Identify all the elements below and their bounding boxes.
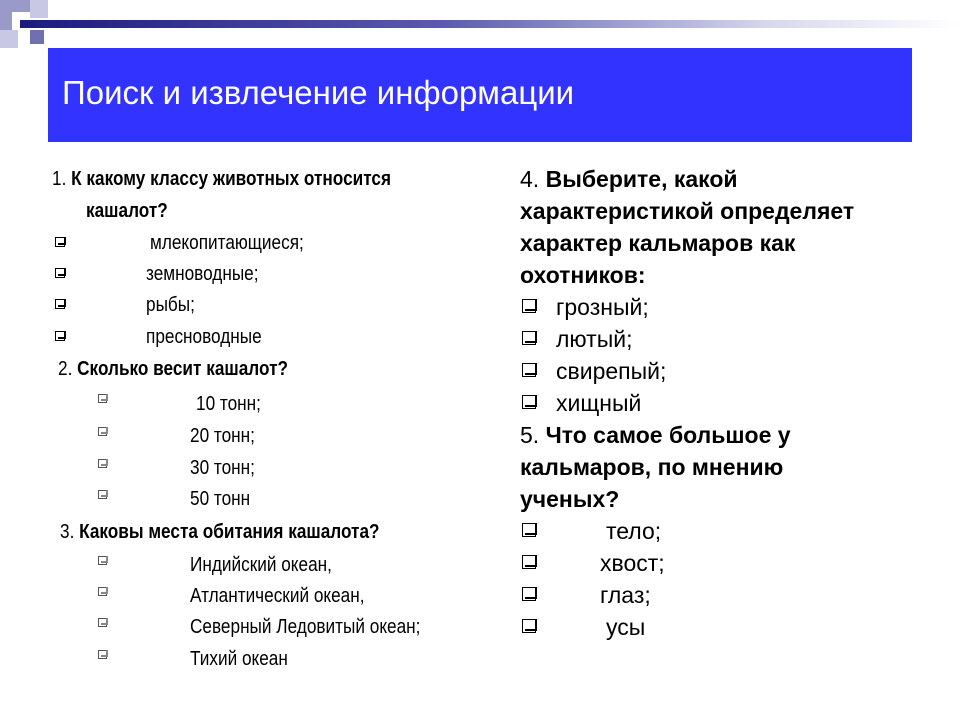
checkbox-icon[interactable]	[98, 587, 107, 596]
answer-option: хищный	[556, 390, 642, 416]
question-text: Каковы места обитания кашалота?	[79, 521, 380, 543]
checkbox-icon[interactable]	[55, 237, 65, 247]
answer-option: рыбы;	[146, 294, 195, 316]
question-number: 4.	[520, 166, 540, 192]
checkbox-icon[interactable]	[522, 523, 536, 537]
checkbox-icon[interactable]	[98, 394, 107, 403]
checkbox-icon[interactable]	[98, 650, 107, 659]
question-number: 1.	[52, 168, 67, 190]
checkbox-icon[interactable]	[522, 299, 536, 313]
question-1	[52, 168, 391, 191]
question-number: 5.	[520, 422, 540, 448]
answer-option: свирепый;	[556, 358, 667, 384]
answer-option: усы	[606, 614, 646, 640]
answer-option: млекопитающиеся;	[150, 232, 304, 254]
question-text: характер кальмаров как	[520, 230, 796, 256]
question-5	[520, 422, 791, 449]
answer-option: 20 тонн;	[190, 425, 255, 447]
checkbox-icon[interactable]	[98, 459, 107, 468]
checkbox-icon[interactable]	[55, 299, 65, 309]
answer-option: пресноводные	[146, 326, 262, 348]
checkbox-icon[interactable]	[522, 395, 536, 409]
checkbox-icon[interactable]	[522, 587, 536, 601]
answer-option: глаз;	[600, 582, 651, 608]
header-gradient-bar	[20, 20, 960, 28]
answer-option: Индийский океан,	[190, 554, 332, 576]
answer-option: лютый;	[556, 326, 633, 352]
slide-title: Поиск и извлечение информации	[62, 74, 575, 111]
question-text: К какому классу животных относится	[71, 168, 392, 190]
checkbox-icon[interactable]	[522, 331, 536, 345]
question-3	[60, 521, 380, 544]
checkbox-icon[interactable]	[98, 556, 107, 565]
question-2	[58, 358, 288, 381]
answer-option: тело;	[606, 518, 662, 544]
answer-option: хвост;	[600, 550, 665, 576]
decor-square	[30, 0, 48, 18]
checkbox-icon[interactable]	[98, 427, 107, 436]
answer-option: 10 тонн;	[196, 393, 261, 415]
question-text: охотников:	[520, 262, 646, 288]
decor-square	[0, 30, 18, 48]
checkbox-icon[interactable]	[522, 555, 536, 569]
answer-option: 50 тонн	[190, 488, 251, 510]
question-4	[520, 166, 738, 193]
checkbox-icon[interactable]	[522, 619, 536, 633]
question-number: 2.	[58, 358, 73, 380]
question-text: характеристикой определяет	[520, 198, 855, 224]
question-text: Сколько весит кашалот?	[77, 358, 288, 380]
checkbox-icon[interactable]	[55, 268, 65, 278]
checkbox-icon[interactable]	[55, 331, 65, 341]
decor-square	[30, 30, 44, 44]
checkbox-icon[interactable]	[98, 490, 107, 499]
answer-option: грозный;	[556, 294, 649, 320]
answer-option: Тихий океан	[190, 648, 288, 670]
question-text: Что самое большое у	[545, 422, 791, 448]
question-text: кальмаров, по мнению	[520, 454, 784, 480]
answer-option: Атлантический океан,	[190, 585, 365, 607]
question-text: Выберите, какой	[545, 166, 738, 192]
question-1-cont	[86, 200, 168, 223]
checkbox-icon[interactable]	[522, 363, 536, 377]
checkbox-icon[interactable]	[98, 618, 107, 627]
question-text: ученых?	[520, 486, 620, 512]
answer-option: Северный Ледовитый океан;	[190, 616, 421, 638]
answer-option: земноводные;	[146, 263, 259, 285]
answer-option: 30 тонн;	[190, 457, 255, 479]
question-number: 3.	[60, 521, 75, 543]
question-text: кашалот?	[86, 200, 168, 222]
